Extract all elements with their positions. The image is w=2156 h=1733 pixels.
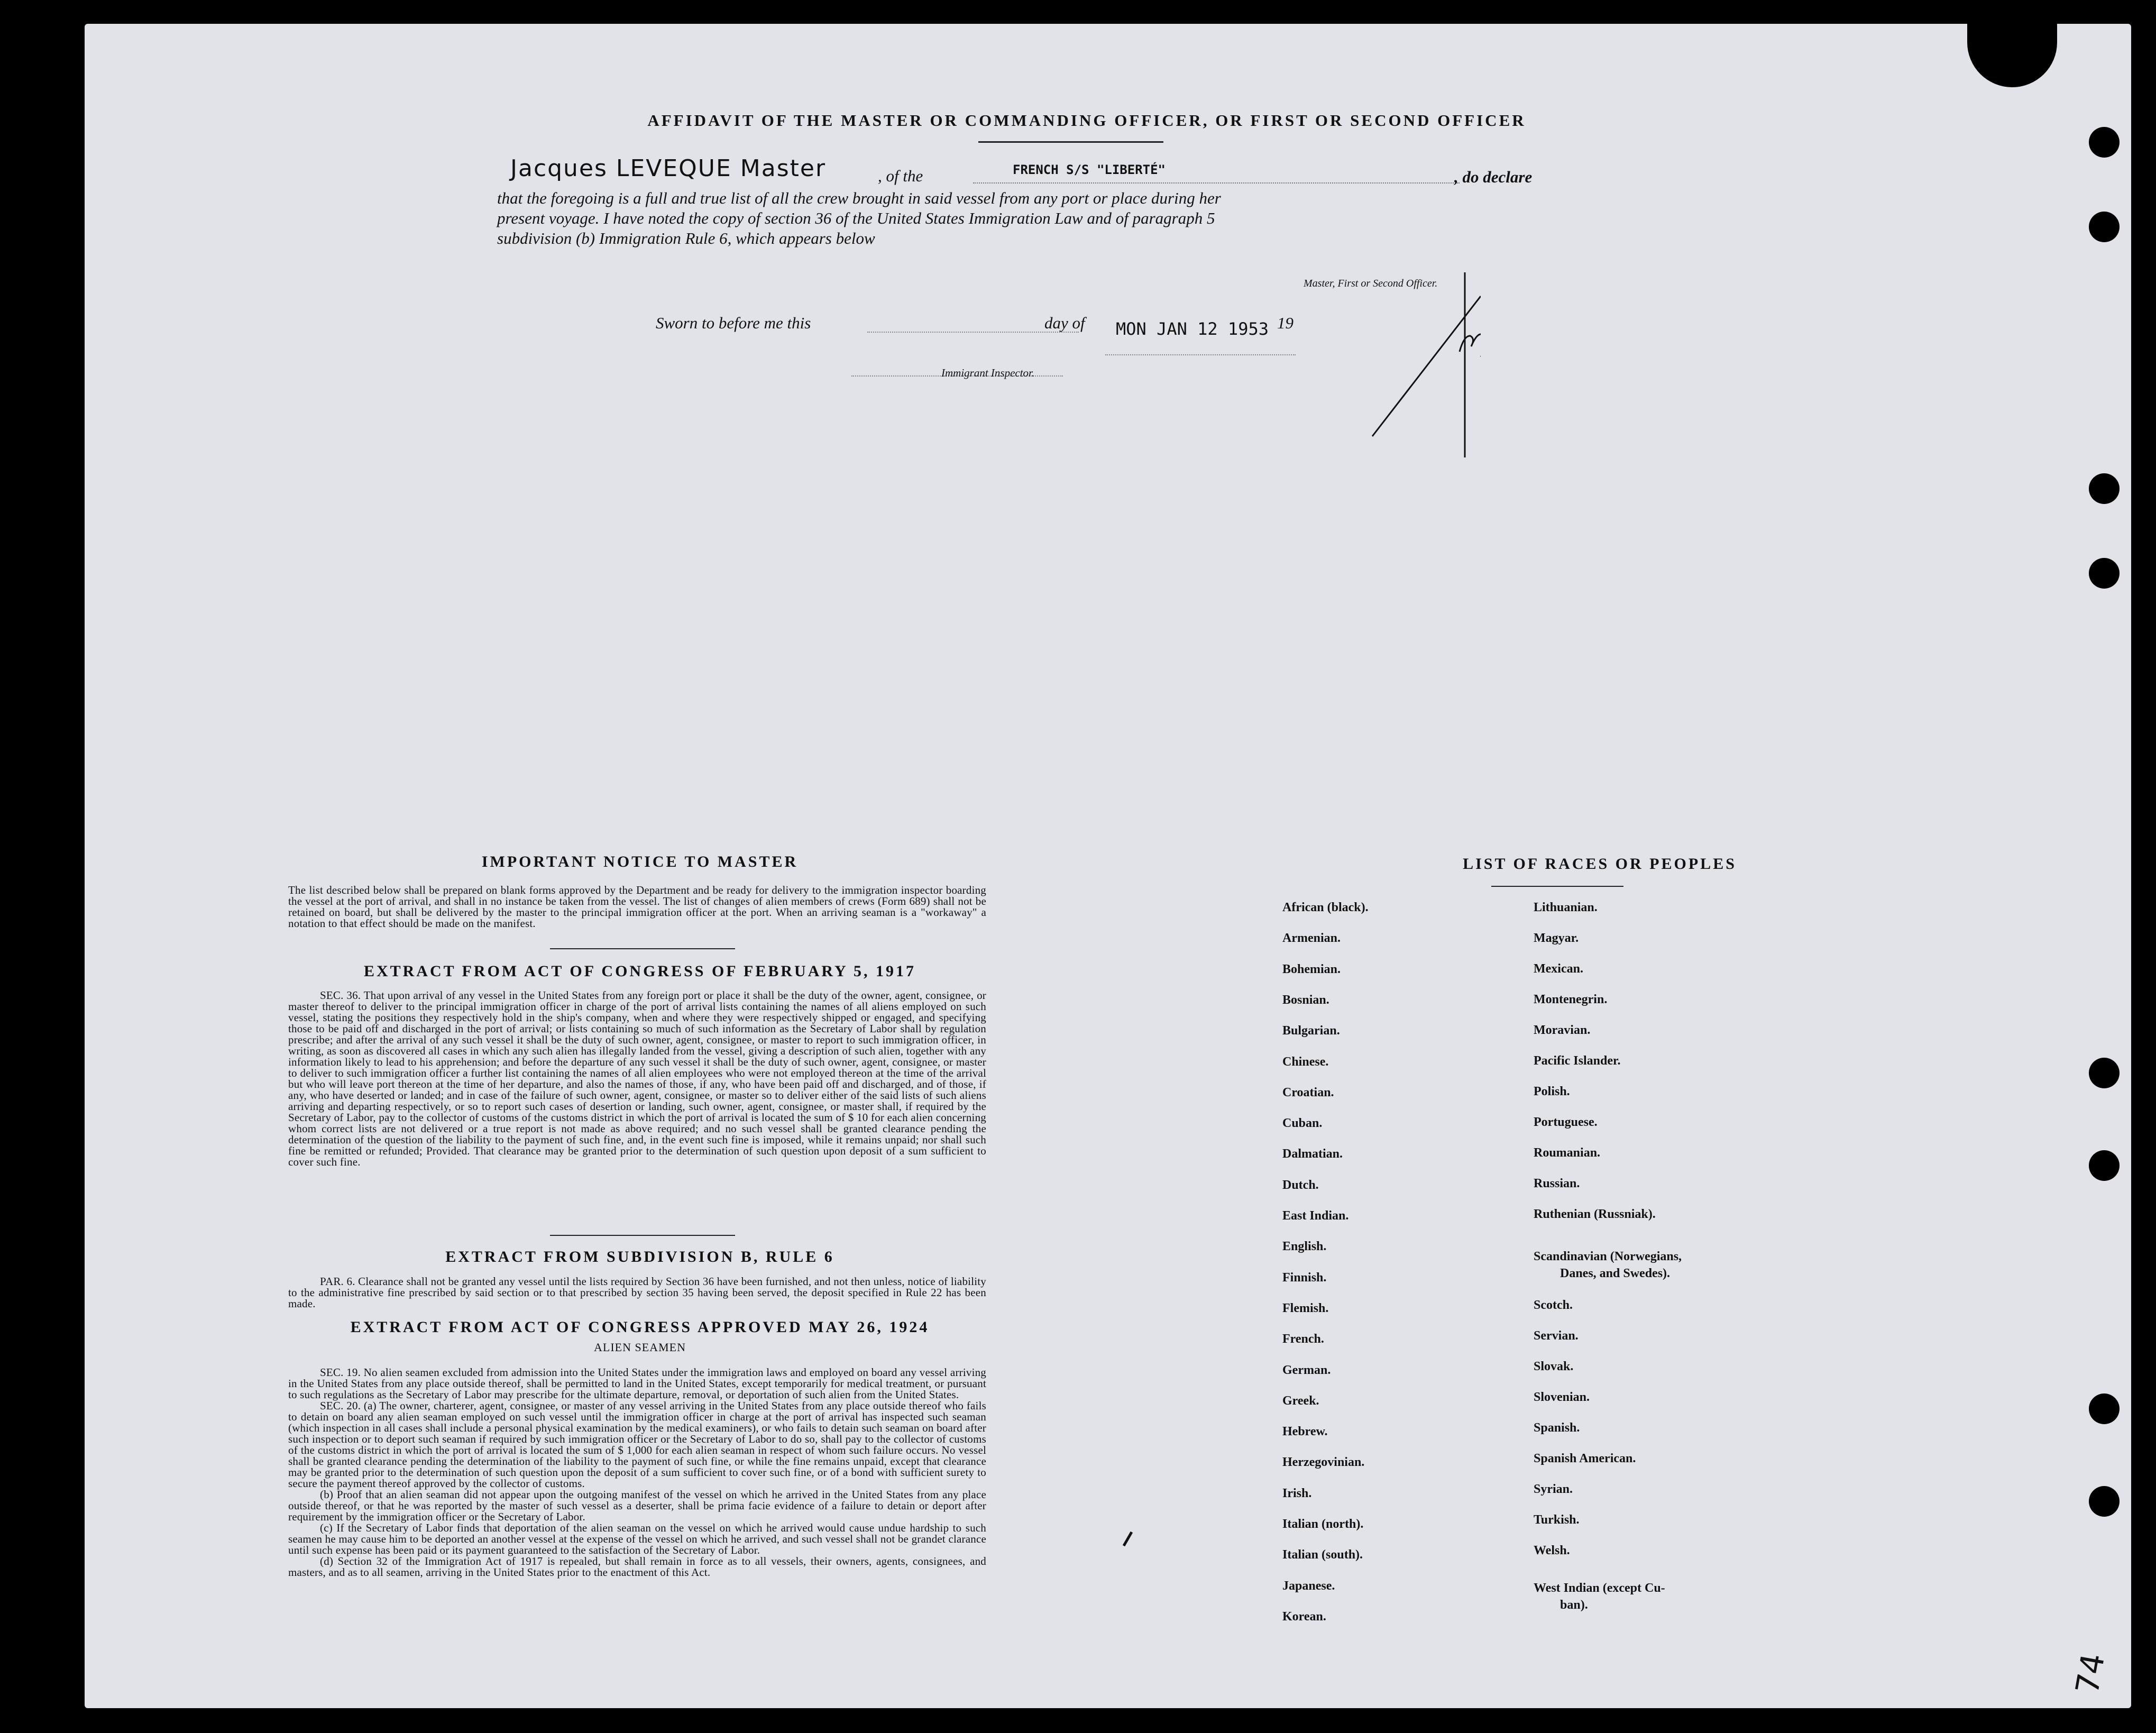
extract-1924-sec19: SEC. 19. No alien seamen excluded from admission into the United States under the immigration laws and employed on board any vessel arriving in the United States from any place outside thereof, shall be permitted to land in the United States, except temporarily for medical treatment, or pursuant to such regulations as the Secretary of Labor may prescribe for the ultimate departure, removal, or deportation of such alien from the United States. [288, 1366, 986, 1401]
punch-hole [2089, 1150, 2120, 1181]
punch-hole [2089, 473, 2120, 504]
race-item: Syrian. [1534, 1482, 1573, 1496]
date-stamp: MON JAN 12 1953 [1116, 319, 1269, 339]
race-item: Bulgarian. [1282, 1024, 1340, 1038]
race-item: Russian. [1534, 1177, 1580, 1190]
race-item: Spanish American. [1534, 1452, 1636, 1465]
extract-1924-title: EXTRACT FROM ACT OF CONGRESS APPROVED MAY 26, 1924 [350, 1318, 930, 1336]
race-item: Cuban. [1282, 1116, 1323, 1131]
race-item: Welsh. [1534, 1544, 1570, 1557]
year-suffix: 19 [1277, 314, 1293, 332]
extract-1924-body [288, 1367, 986, 1578]
extract-1924-sec20c: (c) If the Secretary of Labor finds that deportation of the alien seaman on the vessel on which he arrived would cause undue hardship to such seamen he may cause him to be deported an another vessel at the expense of the vessel on which he arrived, and such vessel shall not be grandet clarance until such expense has been paid or its payment guaranteed to the satisfaction of the Secretary of Labor. [288, 1521, 986, 1556]
race-item: Turkish. [1534, 1513, 1580, 1527]
race-item: Polish. [1534, 1085, 1570, 1098]
race-item: Pacific Islander. [1534, 1054, 1621, 1068]
affidavit-line-4: subdivision (b) Immigration Rule 6, which appears below [497, 229, 875, 247]
race-item: Servian. [1534, 1329, 1579, 1343]
race-item: Roumanian. [1534, 1146, 1601, 1160]
extract-1924-subtitle: ALIEN SEAMEN [594, 1341, 686, 1354]
divider [978, 141, 1163, 143]
notice-title: IMPORTANT NOTICE TO MASTER [481, 853, 799, 870]
race-item: Scandinavian (Norwegians, [1534, 1250, 1682, 1263]
signature [1322, 246, 1481, 463]
notice-body: The list described below shall be prepared on blank forms approved by the Department and be ready for delivery to the immigration inspector boarding the vessel at the port of arrival, and shall in no instance be taken from the vessel. The list of changes of alien members of crews (Form 689) shall not be retained on board, but shall be delivered by the master to the principal immigration officer at the port. When an arriving seaman is a "workaway" a notation to that effect should be made on the manifest. [288, 884, 986, 930]
races-title: LIST OF RACES OR PEOPLES [1463, 855, 1737, 873]
extract-1924-sec20b: (b) Proof that an alien seaman did not appear upon the outgoing manifest of the vessel on which he arrived in the United States from any place outside thereof, or that he was reported by the master of such vessel as a deserter, shall be prima facie evidence of a failure to detain or deport after requirement by the immigration officer or the Secretary of Labor. [288, 1488, 986, 1523]
race-item: West Indian (except Cu- [1534, 1581, 1665, 1595]
race-item: Montenegrin. [1534, 993, 1608, 1006]
of-the-label: , of the [878, 167, 923, 185]
race-item: Portuguese. [1534, 1115, 1598, 1129]
punch-hole [2089, 558, 2120, 589]
extract-1924-sec20a: SEC. 20. (a) The owner, charterer, agent, consignee, or master of any vessel arriving in the United States from any place outside thereof who fails to detain on board any alien seaman employed on such vessel until the immigration officer in charge at the port of arrival has inspected such seaman (which inspection in all cases shall include a personal physical examination by the medical examiners), or who fails to detain such seaman on board after such inspection or to deport such seaman if required by such immigration officer or the Secretary of Labor to do so, shall pay to the collector of customs of the customs district in which the port of arrival is located the sum of $ 1,000 for each alien seaman in respect of whom such failure occurs. No vessel shall be granted clearance pending the determination of the liability to the payment of such fine, or while the fine remains unpaid, except that clearance may be granted prior to the determination of such question upon the deposit of a sum sufficient to cover such fine, or of a bond with sufficient surety to secure the payment thereof approved by the collector of customs. [288, 1399, 986, 1490]
race-item: German. [1282, 1363, 1331, 1377]
extract-1924-sec20d: (d) Section 32 of the Immigration Act of 1917 is repealed, but shall remain in force as to all vessels, their owners, agents, consignees, and masters, and as to all seamen, arriving in the United States prior to the enactment of this Act. [288, 1555, 986, 1579]
extract-rule6-title: EXTRACT FROM SUBDIVISION B, RULE 6 [445, 1248, 834, 1266]
race-item: Scotch. [1534, 1298, 1573, 1312]
inspector-caption: Immigrant Inspector. [941, 366, 1035, 379]
race-item: Bosnian. [1282, 993, 1329, 1007]
extract-1917-title: EXTRACT FROM ACT OF CONGRESS OF FEBRUARY 5, 1917 [363, 962, 916, 980]
race-item: Danes, and Swedes). [1560, 1267, 1671, 1280]
punch-hole [2089, 1393, 2120, 1424]
race-item: Korean. [1282, 1609, 1326, 1624]
race-item: East Indian. [1282, 1209, 1349, 1223]
punch-hole [2089, 1486, 2120, 1517]
extract-1917-body: SEC. 36. That upon arrival of any vessel in the United States from any foreign port or place it shall be the duty of the owner, agent, consignee, or master thereof to deliver to the principal immigration officer in charge of the port of arrival lists containing the names of all aliens employed on such vessel, stating the positions they respectively hold in the ship's company, when and where they were respectively shipped or engaged, and specifying those to be paid off and discharged in the port of arrival; or lists containing so much of such information as the Secretary of Labor shall by regulation prescribe; and after the arrival of any such vessel it shall be the duty of such owner, agent, consignee, or master to report to such immigration officer, in writing, as soon as discovered all cases in which any such alien has illegally landed from the vessel, giving a description of such alien, together with any information likely to lead to his apprehension; and before the departure of any such vessel it shall be the duty of such owner, agent, consignee, or master to deliver to such immigration officer a further list containing the names of all alien employees who were not employed thereon at the time of the arrival but who will leave port thereon at the time of her departure, and also the names of those, if any, who have been paid off and discharged, and of those, if any, who have deserted or landed; and in case of the failure of such owner, agent, consignee, or master so to deliver either of the said lists of such aliens arriving and departing respectively, or so to report such cases of desertion or landing, such owner, agent, consignee, or master shall, if required by the Secretary of Labor, pay to the collector of customs of the customs district in which the port of arrival is located the sum of $ 10 for each alien concerning whom correct lists are not delivered or a true report is not made as above required; and no such vessel shall be granted clearance pending the determination of the question of the liability to the payment of such fine, and, in the event such fine is imposed, while it remains unpaid; nor shall such fine be remitted or refunded; Provided. That clearance may be granted prior to the determination of such question upon deposit of a sum sufficient to cover such fine. [288, 989, 986, 1168]
race-item: Italian (north). [1282, 1517, 1364, 1531]
race-item: English. [1282, 1240, 1327, 1254]
day-of-label: day of [1044, 314, 1085, 332]
race-item: Hebrew. [1282, 1425, 1328, 1439]
date-line [1105, 354, 1296, 355]
race-item: Spanish. [1534, 1421, 1580, 1435]
race-item: African (black). [1282, 901, 1369, 914]
divider [550, 948, 735, 949]
race-item: Slovak. [1534, 1360, 1574, 1373]
race-item: Mexican. [1534, 962, 1583, 976]
vessel-name: FRENCH S/S "LIBERTÉ" [1013, 162, 1166, 177]
punch-hole [2089, 127, 2120, 158]
affidavit-line-3: present voyage. I have noted the copy of section 36 of the United States Immigration Law and of paragraph 5 [497, 209, 1215, 227]
race-item: Dalmatian. [1282, 1147, 1343, 1161]
race-item: Croatian. [1282, 1085, 1334, 1099]
race-item: Flemish. [1282, 1301, 1329, 1315]
race-item: Finnish. [1282, 1270, 1327, 1285]
race-item: Slovenian. [1534, 1390, 1590, 1404]
race-item: Greek. [1282, 1393, 1319, 1408]
divider [550, 1235, 735, 1236]
punch-hole [2089, 212, 2120, 242]
race-item: Chinese. [1282, 1055, 1329, 1069]
margin-mark: 74 [2069, 1651, 2113, 1697]
affidavit-line-2: that the foregoing is a full and true list of all the crew brought in said vessel from any port or place during her [497, 189, 1221, 207]
race-item: Moravian. [1534, 1023, 1591, 1037]
race-item: Ruthenian (Russniak). [1534, 1207, 1656, 1221]
race-item: Japanese. [1282, 1579, 1335, 1593]
race-item: French. [1282, 1332, 1324, 1346]
vessel-line [973, 182, 1460, 184]
divider [1491, 886, 1623, 887]
race-item: Herzegovinian. [1282, 1455, 1365, 1470]
sworn-label: Sworn to before me this [656, 314, 811, 332]
race-item: Armenian. [1282, 931, 1341, 946]
race-item: Lithuanian. [1534, 901, 1598, 914]
stray-mark [1123, 1532, 1133, 1546]
affidavit-title: AFFIDAVIT OF THE MASTER OR COMMANDING OFFICER, OR FIRST OR SECOND OFFICER [647, 111, 1526, 130]
race-item: Dutch. [1282, 1178, 1319, 1192]
master-name: Jacques LEVEQUE Master [510, 155, 827, 182]
race-item: Bohemian. [1282, 962, 1341, 976]
document-page [85, 24, 2131, 1708]
extract-rule6-body: PAR. 6. Clearance shall not be granted any vessel until the lists required by Section 36 have been furnished, and not then unless, notice of liability to the administrative fine prescribed by said section or to that prescribed by section 35 having been served, the deposit specified in Rule 22 has been made. [288, 1275, 986, 1310]
signature-caption: Master, First or Second Officer. [1304, 278, 1438, 289]
do-declare-label: , do declare [1454, 168, 1533, 186]
race-item: ban). [1560, 1598, 1588, 1612]
punch-hole [2089, 1058, 2120, 1088]
race-item: Irish. [1282, 1486, 1312, 1500]
page-notch [1967, 24, 2057, 87]
race-item: Magyar. [1534, 931, 1579, 945]
race-item: Italian (south). [1282, 1548, 1363, 1562]
